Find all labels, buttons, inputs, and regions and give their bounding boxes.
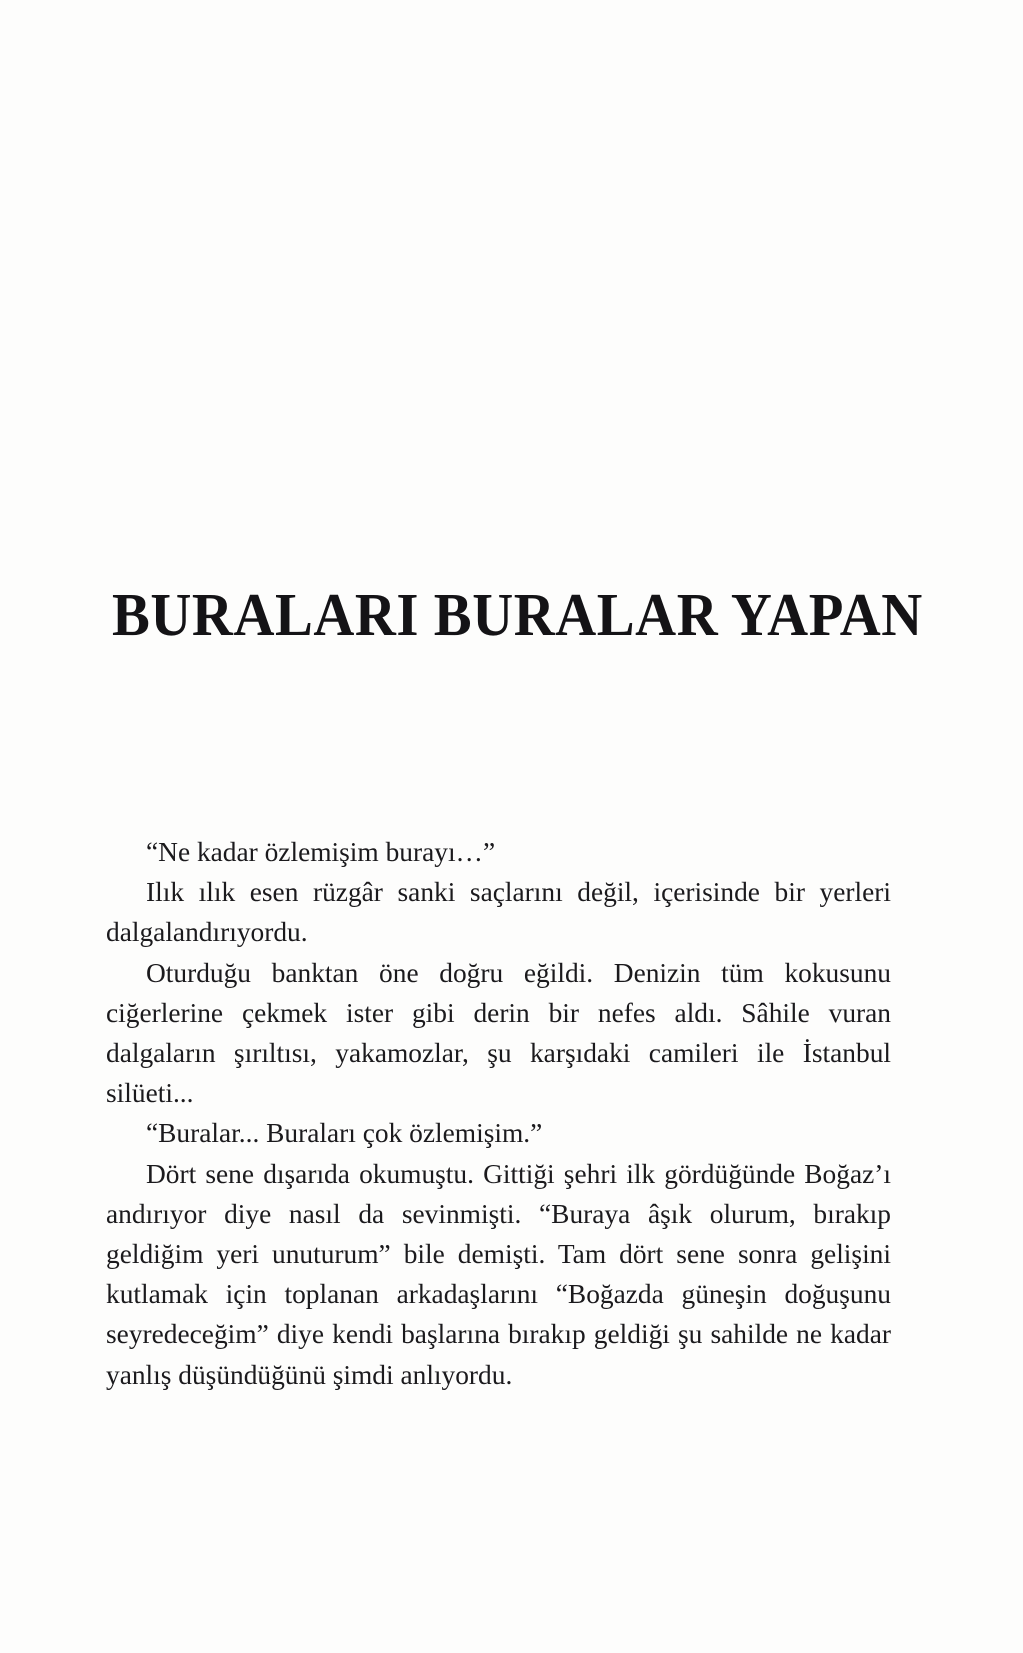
paragraph-bench: Oturduğu banktan öne doğru eğildi. Denizin tüm kokusunu ciğerlerine çekmek ister gibi derin bir nefes aldı. Sâhile vuran dalgaların şırıltısı, yakamozlar, şu karşıdaki camileri ile İstanbul silüeti...	[106, 957, 891, 1109]
body-text-column	[0, 832, 1023, 1395]
paragraph-dialogue-missed: “Buralar... Buraları çok özlemişim.”	[146, 1118, 543, 1149]
paragraph-dialogue-opening: “Ne kadar özlemişim burayı…”	[146, 837, 496, 867]
paragraph-four-years: Dört sene dışarıda okumuştu. Gittiği şehri ilk gördüğünde Boğaz’ı andırıyor diye nasıl da sevinmişti. “Buraya âşık olurum, bırakıp geldiğim yeri unuturum” bile demişti. Tam dört sene sonra gelişini kutlamak için toplanan arkadaşlarını “Boğazda güneşin doğuşunu seyredeceğim” diye kendi başlarına bırakıp geldiği şu sahilde ne kadar yanlış düşündüğünü şimdi anlıyordu.	[106, 1158, 891, 1390]
page-top-margin	[0, 0, 1023, 585]
chapter-title: BURALARI BURALAR YAPAN	[112, 582, 923, 649]
paragraph-breeze: Ilık ılık esen rüzgâr sanki saçlarını değil, içerisinde bir yerleri dalgalandırıyordu.	[106, 877, 891, 948]
chapter-title-block	[0, 582, 1023, 649]
title-body-gap	[0, 646, 1023, 832]
